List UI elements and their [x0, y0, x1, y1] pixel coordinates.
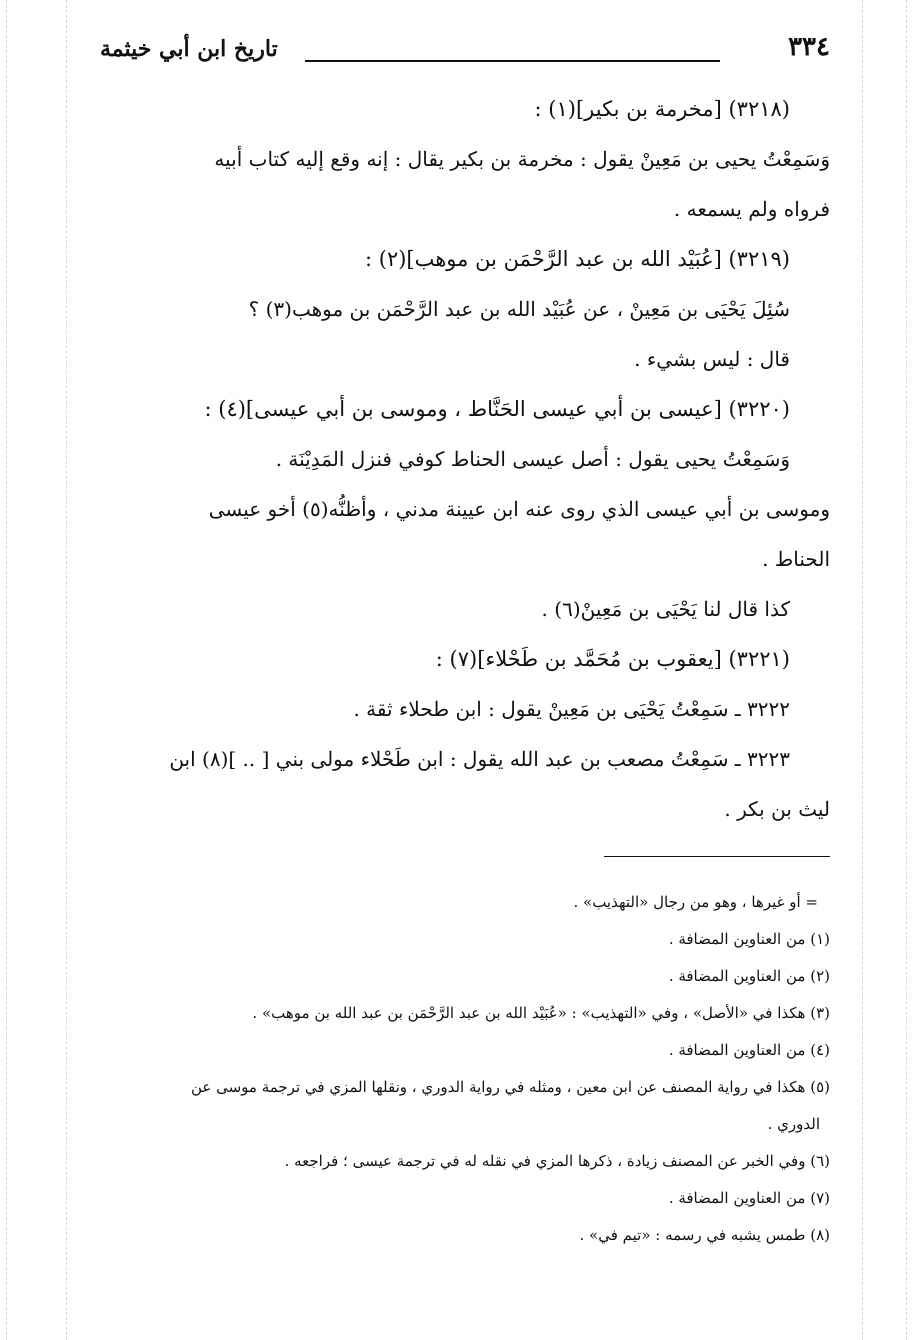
numbered-entry: ٣٢٢٣ ـ سَمِعْتُ مصعب بن عبد الله يقول : ابن طَحْلاء مولى بني [ .. ](٨) ابن	[169, 747, 790, 771]
text-line: وموسى بن أبي عيسى الذي روى عنه ابن عيينة مدني ، وأظنُّه(٥) أخو عيسى	[208, 497, 830, 521]
footnote: (٢) من العناوين المضافة .	[668, 967, 830, 985]
text-line: سُئِلَ يَحْيَى بن مَعِينْ ، عن عُبَيْد الله بن عبد الرَّحْمَن بن موهب(٣) ؟	[248, 297, 790, 321]
footnote: (٤) من العناوين المضافة .	[668, 1041, 830, 1059]
scan-guide-line	[862, 0, 863, 1340]
page-number: ٣٣٤	[788, 32, 830, 62]
footnote: = أو غيرها ، وهو من رجال «التهذيب» .	[573, 893, 818, 911]
running-title: تاريخ ابن أبي خيثمة	[100, 36, 278, 62]
numbered-entry: ٣٢٢٢ ـ سَمِعْتُ يَحْيَى بن مَعِينْ يقول : ابن طحلاء ثقة .	[353, 697, 790, 721]
text-line: وَسَمِعْتُ يحيى يقول : أصل عيسى الحناط كوفي فنزل المَدِيْنَة .	[275, 447, 790, 471]
entry-heading: (٣٢٢١) [يعقوب بن مُحَمَّد بن طَحْلاء](٧) :	[435, 647, 790, 671]
footnote: (١) من العناوين المضافة .	[668, 930, 830, 948]
text-line: وَسَمِعْتُ يحيى بن مَعِينْ يقول : مخرمة بن بكير يقال : إنه وقع إليه كتاب أبيه	[214, 147, 830, 171]
text-line: الحناط .	[762, 547, 830, 571]
scan-guide-line	[906, 0, 907, 1340]
scan-guide-line	[6, 0, 7, 1340]
entry-heading: (٣٢٢٠) [عيسى بن أبي عيسى الحَنَّاط ، وموسى بن أبي عيسى](٤) :	[204, 397, 790, 421]
text-line: فرواه ولم يسمعه .	[673, 197, 830, 221]
footnote-separator	[604, 856, 830, 857]
footnote: (٨) طمس يشبه في رسمه : «تيم في» .	[579, 1226, 830, 1244]
footnote: (٣) هكذا في «الأصل» ، وفي «التهذيب» : «عُبَيْد الله بن عبد الرَّحْمَن بن عبد الله بن موهب» .	[252, 1004, 830, 1022]
footnote: (٦) وفي الخبر عن المصنف زيادة ، ذكرها المزي في نقله له في ترجمة عيسى ؛ فراجعه .	[284, 1152, 830, 1170]
footnote: (٧) من العناوين المضافة .	[668, 1189, 830, 1207]
main-text	[100, 84, 830, 834]
entry-heading: (٣٢١٨) [مخرمة بن بكير](١) :	[534, 97, 790, 121]
header-rule	[305, 60, 720, 62]
page-header	[100, 30, 830, 70]
text-line: كذا قال لنا يَحْيَى بن مَعِينْ(٦) .	[541, 597, 790, 621]
footnote-continuation: الدوري .	[767, 1115, 820, 1133]
scan-guide-line	[66, 0, 67, 1340]
text-line: قال : ليس بشيء .	[634, 347, 790, 371]
footnotes	[98, 884, 830, 1254]
text-line: ليث بن بكر .	[724, 797, 830, 821]
entry-heading: (٣٢١٩) [عُبَيْد الله بن عبد الرَّحْمَن بن موهب](٢) :	[364, 247, 790, 271]
footnote: (٥) هكذا في رواية المصنف عن ابن معين ، ومثله في رواية الدوري ، ونقلها المزي في ترجمة موسى عن	[190, 1078, 830, 1096]
